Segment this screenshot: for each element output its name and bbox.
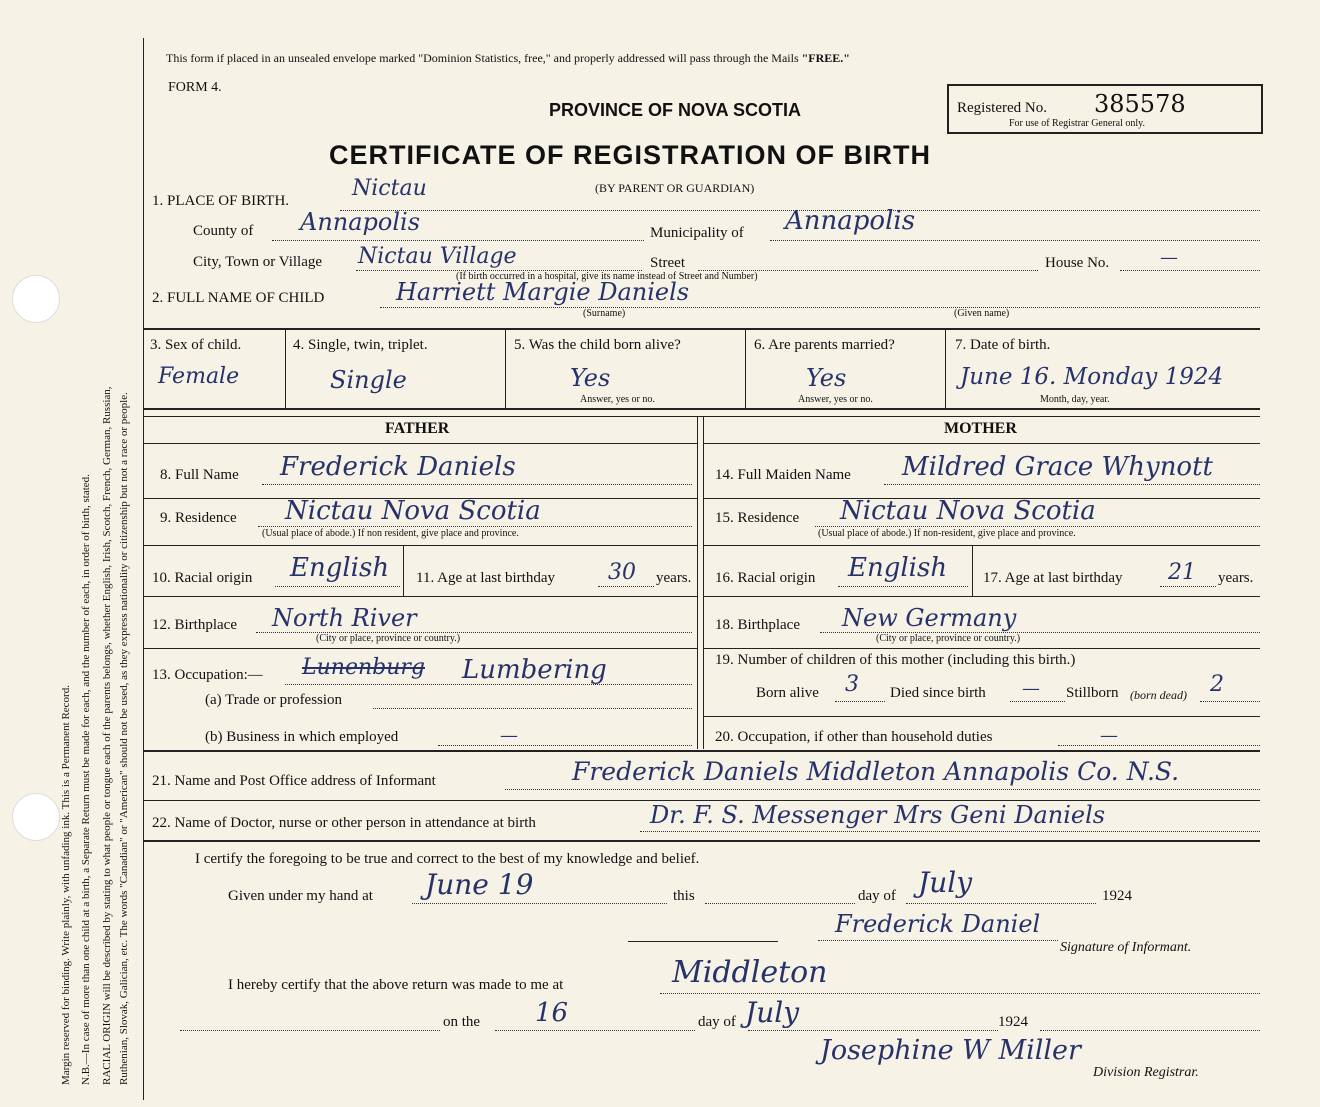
- father-age-line: [598, 586, 654, 587]
- informant-signature: Frederick Daniel: [835, 910, 1041, 938]
- child-name-line: [380, 307, 1260, 308]
- mother-occupation-line: [1058, 745, 1260, 746]
- father-racial-value: English: [290, 553, 390, 583]
- mother-age-label: 17. Age at last birthday: [983, 570, 1123, 586]
- parents-bottom-rule: [143, 750, 1260, 752]
- informant-certification: I certify the foregoing to be true and correct to the best of my knowledge and belief.: [195, 851, 700, 867]
- informant-signature-label: Signature of Informant.: [1060, 940, 1192, 955]
- registrar-place-line: [660, 993, 1260, 994]
- trade-line: [373, 708, 692, 709]
- father-row-rule-3: [143, 596, 697, 597]
- informant-line: [505, 789, 1260, 790]
- mother-racial-divider: [972, 546, 973, 596]
- father-residence-label: 9. Residence: [160, 510, 237, 526]
- registrar-year: 1924: [998, 1014, 1028, 1030]
- mother-age-value: 21: [1168, 560, 1196, 585]
- mother-occupation-label: 20. Occupation, if other than household duties: [715, 729, 993, 745]
- mother-row-rule-5: [704, 716, 1260, 717]
- margin-note-nationality: Ruthenian, Slovak, Galician, etc. The words "Canadian" or "American" should not be used, as they express nationality or citizenship but not a race or people.: [118, 392, 130, 1085]
- row3-divider-4: [945, 330, 946, 408]
- born-alive-label: 5. Was the child born alive?: [514, 337, 681, 353]
- father-age-label: 11. Age at last birthday: [416, 570, 555, 586]
- margin-note-racial-origin: RACIAL ORIGIN will be described by stating to what people or tongue each of the parents belongs, whether English, Irish, Scotch, French, German, Russian,: [101, 386, 113, 1085]
- died-since-birth-value: —: [1022, 678, 1040, 699]
- multiple-birth-label: 4. Single, twin, triplet.: [293, 337, 428, 353]
- father-racial-label: 10. Racial origin: [152, 570, 253, 586]
- street-label: Street: [650, 255, 685, 271]
- mother-age-line: [1160, 586, 1216, 587]
- father-racial-divider: [403, 546, 404, 596]
- father-row-rule-4: [143, 648, 697, 649]
- mother-residence-value: Nictau Nova Scotia: [840, 496, 1096, 526]
- municipality-line: [770, 240, 1260, 241]
- parents-top-rule: [143, 416, 1260, 417]
- father-residence-line: [258, 526, 692, 527]
- born-alive-note: Answer, yes or no.: [580, 394, 655, 405]
- father-age-value: 30: [608, 560, 636, 585]
- row3-divider-2: [505, 330, 506, 408]
- city-value: Nictau Village: [358, 244, 517, 269]
- given-at-line: [412, 903, 667, 904]
- form-number: FORM 4.: [168, 80, 222, 95]
- born-alive-count-line: [835, 701, 885, 702]
- given-at-label: Given under my hand at: [228, 888, 373, 904]
- registrar-signature-label: Division Registrar.: [1093, 1065, 1199, 1080]
- stillborn-value: 2: [1210, 672, 1224, 697]
- certificate-subtitle: (BY PARENT OR GUARDIAN): [595, 181, 755, 195]
- county-value: Annapolis: [300, 208, 421, 236]
- registrar-signature: Josephine W Miller: [820, 1035, 1081, 1066]
- father-name-line: [262, 484, 692, 485]
- certify-short-rule: [628, 941, 778, 942]
- father-residence-note: (Usual place of abode.) If non resident, give place and province.: [262, 528, 519, 539]
- row3-top-rule: [143, 328, 1260, 330]
- occupation-struck-value: Lunenburg: [302, 655, 425, 680]
- occupation-label: 13. Occupation:—: [152, 667, 263, 683]
- occupation-value: Lumbering: [462, 655, 607, 685]
- registrar-on-value: 16: [535, 998, 569, 1028]
- given-name-note: (Given name): [954, 308, 1010, 319]
- mother-racial-line: [838, 586, 968, 587]
- house-number-dash: —: [1160, 247, 1178, 268]
- certificate-title: CERTIFICATE OF REGISTRATION OF BIRTH: [329, 140, 931, 170]
- born-alive-count-value: 3: [845, 672, 859, 697]
- postal-note-text: This form if placed in an unsealed envelope marked "Dominion Statistics, free," and properly addressed will pass through the Mails: [166, 51, 802, 65]
- trade-label: (a) Trade or profession: [205, 692, 343, 708]
- mother-racial-label: 16. Racial origin: [715, 570, 816, 586]
- punch-hole-top: [12, 275, 60, 323]
- margin-note-binding: Margin reserved for binding. Write plainly, with unfading ink. This is a Permanent Record.: [60, 685, 72, 1085]
- born-alive-count-label: Born alive: [756, 685, 819, 701]
- registrar-on-label: on the: [443, 1014, 481, 1030]
- father-row-rule-2: [143, 545, 697, 546]
- certify-year: 1924: [1102, 888, 1132, 904]
- house-number-line: [1120, 270, 1260, 271]
- municipality-label: Municipality of: [650, 225, 744, 241]
- mother-occupation-dash: —: [1100, 725, 1118, 746]
- registrar-place-value: Middleton: [672, 955, 828, 990]
- county-line: [272, 240, 644, 241]
- registrar-leading-line: [180, 1030, 440, 1031]
- parents-divider-right: [703, 416, 704, 749]
- registrar-year-line: [1040, 1030, 1260, 1031]
- father-heading: FATHER: [385, 420, 450, 437]
- multiple-birth-value: Single: [330, 366, 407, 394]
- this-line: [705, 903, 855, 904]
- row3-divider-3: [745, 330, 746, 408]
- sex-value: Female: [158, 364, 240, 389]
- registrar-on-line: [495, 1030, 695, 1031]
- parents-married-value: Yes: [806, 364, 847, 392]
- mother-age-unit: years.: [1218, 570, 1254, 586]
- city-label: City, Town or Village: [193, 254, 323, 270]
- surname-note: (Surname): [583, 308, 626, 319]
- informant-value: Frederick Daniels Middleton Annapolis Co. N.S.: [572, 757, 1180, 786]
- punch-hole-bottom: [12, 793, 60, 841]
- province-heading: PROVINCE OF NOVA SCOTIA: [549, 100, 802, 120]
- mother-residence-note: (Usual place of abode.) If non-resident, give place and province.: [818, 528, 1076, 539]
- father-age-unit: years.: [656, 570, 692, 586]
- registrar-day-label: day of: [698, 1014, 736, 1030]
- mother-birthplace-note: (City or place, province or country.): [876, 633, 1021, 644]
- child-name-label: 2. FULL NAME OF CHILD: [152, 290, 325, 306]
- binding-margin: [0, 0, 140, 1107]
- father-name-label: 8. Full Name: [160, 467, 239, 483]
- day-of-line: [906, 903, 1096, 904]
- day-of-value: July: [918, 866, 973, 899]
- parents-divider-left: [697, 416, 698, 749]
- parents-married-label: 6. Are parents married?: [754, 337, 895, 353]
- day-of-label: day of: [858, 888, 896, 904]
- row3-bottom-rule: [143, 408, 1260, 410]
- given-at-value: June 19: [425, 868, 534, 901]
- registered-label: Registered No.: [957, 100, 1047, 116]
- mother-heading: MOTHER: [944, 420, 1017, 437]
- died-since-birth-label: Died since birth: [890, 685, 986, 701]
- municipality-value: Annapolis: [785, 206, 916, 236]
- registration-box: [947, 84, 1263, 134]
- date-of-birth-value: June 16. Monday 1924: [960, 364, 1224, 390]
- father-birthplace-value: North River: [272, 604, 417, 632]
- mother-heading-rule: [704, 443, 1260, 444]
- born-alive-value: Yes: [570, 364, 611, 392]
- doctor-value: Dr. F. S. Messenger Mrs Geni Daniels: [650, 801, 1106, 829]
- this-label: this: [673, 888, 695, 904]
- business-label: (b) Business in which employed: [205, 729, 399, 745]
- postal-note-free: "FREE.": [801, 51, 850, 65]
- informant-signature-line: [818, 940, 1058, 941]
- doctor-label: 22. Name of Doctor, nurse or other person in attendance at birth: [152, 815, 536, 831]
- died-since-birth-line: [1010, 701, 1065, 702]
- stillborn-label: Stillborn: [1066, 685, 1119, 701]
- mother-racial-value: English: [848, 553, 948, 583]
- registered-number: 385578: [1094, 90, 1186, 118]
- father-racial-line: [275, 586, 400, 587]
- county-label: County of: [193, 223, 254, 239]
- mother-residence-label: 15. Residence: [715, 510, 800, 526]
- sex-label: 3. Sex of child.: [150, 337, 242, 353]
- business-line: [438, 745, 692, 746]
- margin-line: [143, 38, 144, 1100]
- doctor-line: [640, 831, 1260, 832]
- mother-row-rule-2: [704, 545, 1260, 546]
- mother-name-label: 14. Full Maiden Name: [715, 467, 851, 483]
- registrar-day-line: [748, 1030, 998, 1031]
- father-birthplace-note: (City or place, province or country.): [316, 633, 461, 644]
- postal-note: [166, 51, 850, 66]
- doctor-rule: [143, 840, 1260, 842]
- father-name-value: Frederick Daniels: [280, 452, 516, 482]
- registrar-day-value: July: [745, 996, 800, 1029]
- father-birthplace-label: 12. Birthplace: [152, 617, 237, 633]
- mother-row-rule-3: [704, 596, 1260, 597]
- stillborn-line: [1200, 701, 1260, 702]
- registrar-certification: I hereby certify that the above return was made to me at: [228, 977, 564, 993]
- house-number-label: House No.: [1045, 255, 1110, 271]
- stillborn-note: (born dead): [1130, 688, 1187, 702]
- mother-residence-line: [815, 526, 1260, 527]
- mother-row-rule-4: [704, 648, 1260, 649]
- father-residence-value: Nictau Nova Scotia: [285, 496, 541, 526]
- mother-name-value: Mildred Grace Whynott: [902, 452, 1213, 482]
- mother-birthplace-label: 18. Birthplace: [715, 617, 800, 633]
- margin-note-multiple-births: N.B.—In case of more than one child at a birth, a Separate Return must be made for each, and the number of each, in order of birth, stated.: [80, 474, 92, 1085]
- informant-label: 21. Name and Post Office address of Informant: [152, 773, 436, 789]
- date-of-birth-label: 7. Date of birth.: [955, 337, 1051, 353]
- date-of-birth-note: Month, day, year.: [1040, 394, 1110, 405]
- business-dash: —: [500, 725, 518, 746]
- mother-name-line: [884, 484, 1260, 485]
- registrar-note: For use of Registrar General only.: [1009, 118, 1145, 129]
- father-heading-rule: [143, 443, 697, 444]
- child-name-value: Harriett Margie Daniels: [396, 278, 690, 306]
- hospital-note: (If birth occurred in a hospital, give its name instead of Street and Number): [456, 271, 758, 282]
- children-count-label: 19. Number of children of this mother (including this birth.): [715, 652, 1076, 668]
- row3-divider-1: [285, 330, 286, 408]
- parents-married-note: Answer, yes or no.: [798, 394, 873, 405]
- place-of-birth-label: 1. PLACE OF BIRTH.: [152, 193, 290, 209]
- mother-birthplace-value: New Germany: [842, 604, 1017, 632]
- place-of-birth-value: Nictau: [352, 176, 427, 201]
